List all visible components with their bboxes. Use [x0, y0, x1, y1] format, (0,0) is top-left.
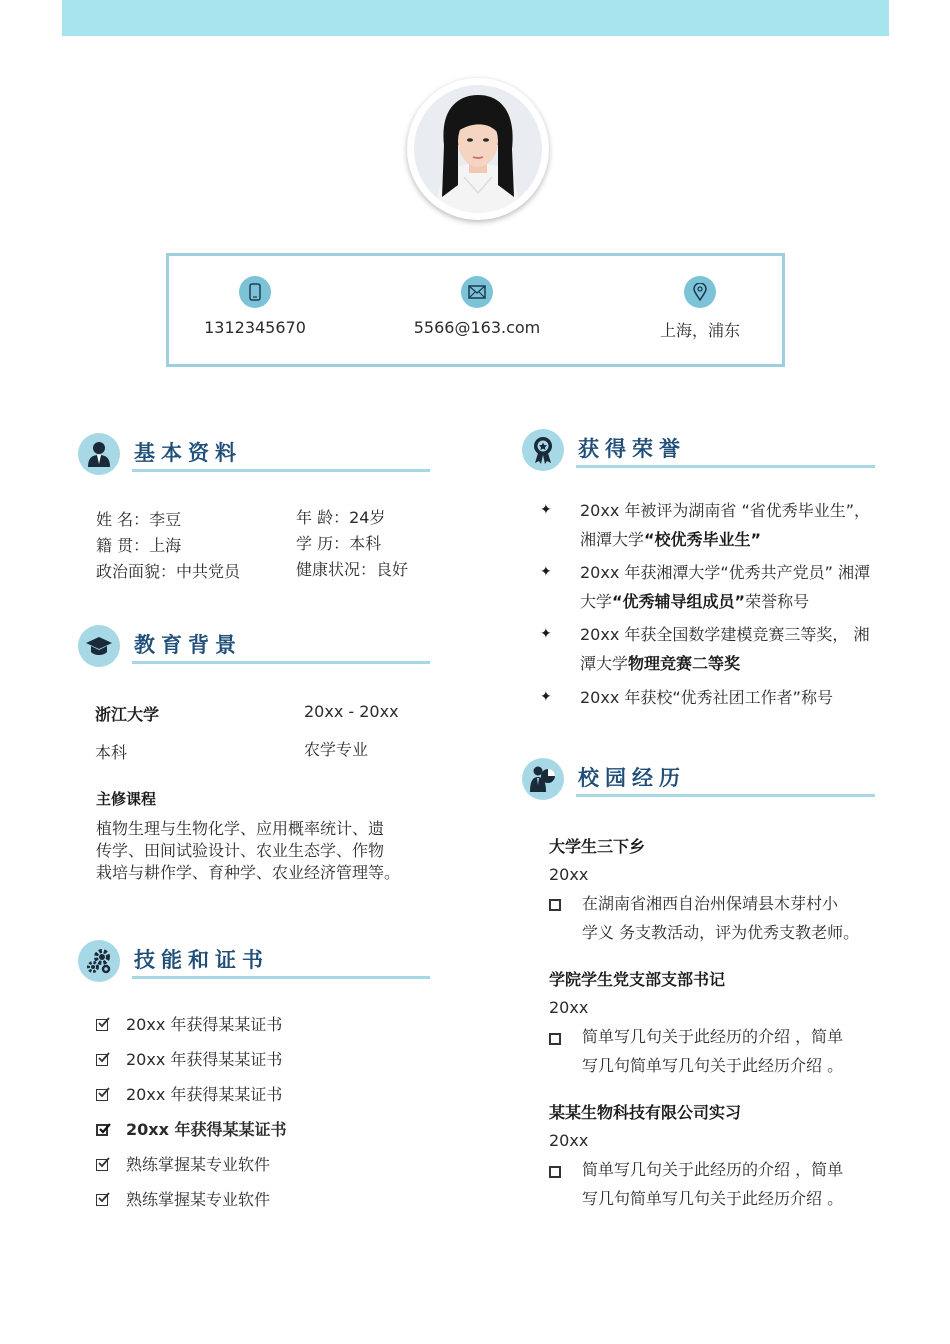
- health-value: 良好: [376, 560, 409, 579]
- honor-text: 20xx 年获湘潭大学“优秀共产党员” 湘潭大学: [580, 563, 871, 611]
- campus-item-year: 20xx: [549, 1131, 589, 1150]
- campus-item-desc: 在湖南省湘西自治州保靖县木芽村小: [582, 894, 839, 913]
- section-underline: [132, 469, 430, 472]
- email-text: 5566@163.com: [413, 318, 541, 337]
- location-text: 上海，浦东: [659, 321, 740, 340]
- skill-text: 20xx 年获得某某证书: [126, 1015, 283, 1034]
- health-row: [296, 557, 408, 583]
- checkbox-icon: [96, 1194, 108, 1206]
- politics-row: [96, 559, 240, 585]
- phone-text: 1312345670: [204, 318, 306, 337]
- section-education-header: [78, 625, 430, 671]
- honor-item: [540, 558, 875, 616]
- education-period: 20xx - 20xx: [304, 702, 399, 721]
- honor-bold-text: “校优秀毕业生”: [644, 530, 762, 549]
- honor-item: [540, 683, 875, 712]
- square-bullet-icon: [549, 899, 561, 911]
- section-underline: [132, 661, 430, 664]
- contact-phone: [155, 276, 355, 337]
- section-title: 获得荣誉: [578, 437, 686, 461]
- top-color-band: [62, 0, 889, 36]
- section-underline: [576, 465, 875, 468]
- checkbox-icon: [96, 1054, 108, 1066]
- politics-label: 政治面貌：: [96, 562, 177, 581]
- person-icon: [78, 433, 120, 475]
- courses-line: 植物生理与生物化学、应用概率统计、遗: [96, 819, 385, 838]
- skill-text: 20xx 年获得某某证书: [126, 1085, 283, 1104]
- section-title: 技能和证书: [134, 948, 269, 972]
- honor-text: 20xx 年获校“优秀社团工作者”称号: [580, 688, 833, 707]
- edu-label: 学 历：: [296, 534, 350, 553]
- campus-item-year: 20xx: [549, 998, 589, 1017]
- presenter-chart-icon: [522, 758, 564, 800]
- honor-after-text: 荣誉称号: [745, 592, 810, 611]
- honor-item: [540, 496, 875, 554]
- star-bullet-icon: ✦: [540, 502, 552, 518]
- name-label: 姓 名：: [96, 510, 150, 529]
- star-bullet-icon: ✦: [540, 564, 552, 580]
- degree: 本科: [95, 743, 128, 762]
- section-title: 校园经历: [578, 766, 686, 790]
- skill-text: 20xx 年获得某某证书: [126, 1120, 287, 1139]
- section-underline: [132, 976, 430, 979]
- section-campus-header: [522, 758, 877, 804]
- mail-icon: [461, 276, 493, 308]
- star-bullet-icon: ✦: [540, 689, 552, 705]
- skill-text: 熟练掌握某专业软件: [126, 1190, 271, 1209]
- campus-item-desc: 写几句简单写几句关于此经历介绍 。: [582, 1189, 844, 1208]
- major: 农学专业: [304, 740, 369, 759]
- section-basic-header: [78, 433, 430, 479]
- politics-value: 中共党员: [176, 562, 241, 581]
- checkbox-icon: [96, 1089, 108, 1101]
- section-skills-header: [78, 940, 430, 986]
- origin-value: 上海: [149, 536, 182, 555]
- section-underline: [576, 794, 875, 797]
- courses-line: 栽培与耕作学、育种学、农业经济管理等。: [96, 863, 401, 882]
- gears-icon: [78, 940, 120, 982]
- checkbox-icon: [96, 1019, 108, 1031]
- honor-text: 20xx 年被评为湖南省 “省优秀毕业生”，湘潭大学: [580, 501, 871, 549]
- origin-row: [96, 533, 181, 559]
- campus-item-desc: 简单写几句关于此经历的介绍 ，简单: [582, 1160, 844, 1179]
- honor-text: 20xx 年获全国数学建模竞赛三等奖， 湘潭大学: [580, 625, 870, 673]
- skill-text: 20xx 年获得某某证书: [126, 1050, 283, 1069]
- skill-item: [96, 1117, 286, 1140]
- campus-item-title: 大学生三下乡: [549, 837, 646, 856]
- section-title: 基本资料: [134, 441, 242, 465]
- honor-item: [540, 620, 875, 678]
- edu-row: [296, 531, 381, 557]
- profile-photo-frame: [407, 78, 549, 220]
- edu-value: 本科: [349, 534, 382, 553]
- skill-item: [96, 1047, 282, 1070]
- skill-item: [96, 1187, 270, 1210]
- honor-bold-text: “优秀辅导组成员”: [612, 592, 746, 611]
- contact-box: [166, 253, 785, 367]
- star-bullet-icon: ✦: [540, 626, 552, 642]
- campus-item-desc: 学义 务支教活动，评为优秀支教老师。: [582, 923, 860, 942]
- name-value: 李豆: [149, 510, 182, 529]
- origin-label: 籍 贯：: [96, 536, 150, 555]
- square-bullet-icon: [549, 1166, 561, 1178]
- age-value: 24岁: [349, 508, 386, 527]
- skill-text: 熟练掌握某专业软件: [126, 1155, 271, 1174]
- age-row: [296, 505, 385, 531]
- campus-item-title: 学院学生党支部支部书记: [549, 970, 726, 989]
- name-row: [96, 507, 181, 533]
- checkbox-icon: [96, 1159, 108, 1171]
- checkbox-icon: [96, 1124, 108, 1136]
- phone-icon: [239, 276, 271, 308]
- section-title: 教育背景: [134, 633, 242, 657]
- campus-item-title: 某某生物科技有限公司实习: [549, 1103, 742, 1122]
- contact-location: [600, 276, 800, 341]
- age-label: 年 龄：: [296, 508, 350, 527]
- honor-bold-text: 物理竞赛二等奖: [628, 654, 741, 673]
- location-pin-icon: [684, 276, 716, 308]
- skill-item: [96, 1152, 270, 1175]
- profile-photo: [414, 85, 542, 213]
- graduation-cap-icon: [78, 625, 120, 667]
- skill-item: [96, 1012, 282, 1035]
- campus-item-desc: 简单写几句关于此经历的介绍 ，简单: [582, 1027, 844, 1046]
- contact-email: [377, 276, 577, 337]
- courses-title: 主修课程: [96, 790, 157, 808]
- campus-item-year: 20xx: [549, 865, 589, 884]
- award-medal-icon: [522, 429, 564, 471]
- section-honors-header: [522, 429, 877, 475]
- health-label: 健康状况：: [296, 560, 377, 579]
- school-name: 浙江大学: [95, 705, 160, 724]
- campus-item-desc: 写几句简单写几句关于此经历介绍 。: [582, 1056, 844, 1075]
- courses-line: 传学、田间试验设计、农业生态学、作物: [96, 841, 385, 860]
- skill-item: [96, 1082, 282, 1105]
- square-bullet-icon: [549, 1033, 561, 1045]
